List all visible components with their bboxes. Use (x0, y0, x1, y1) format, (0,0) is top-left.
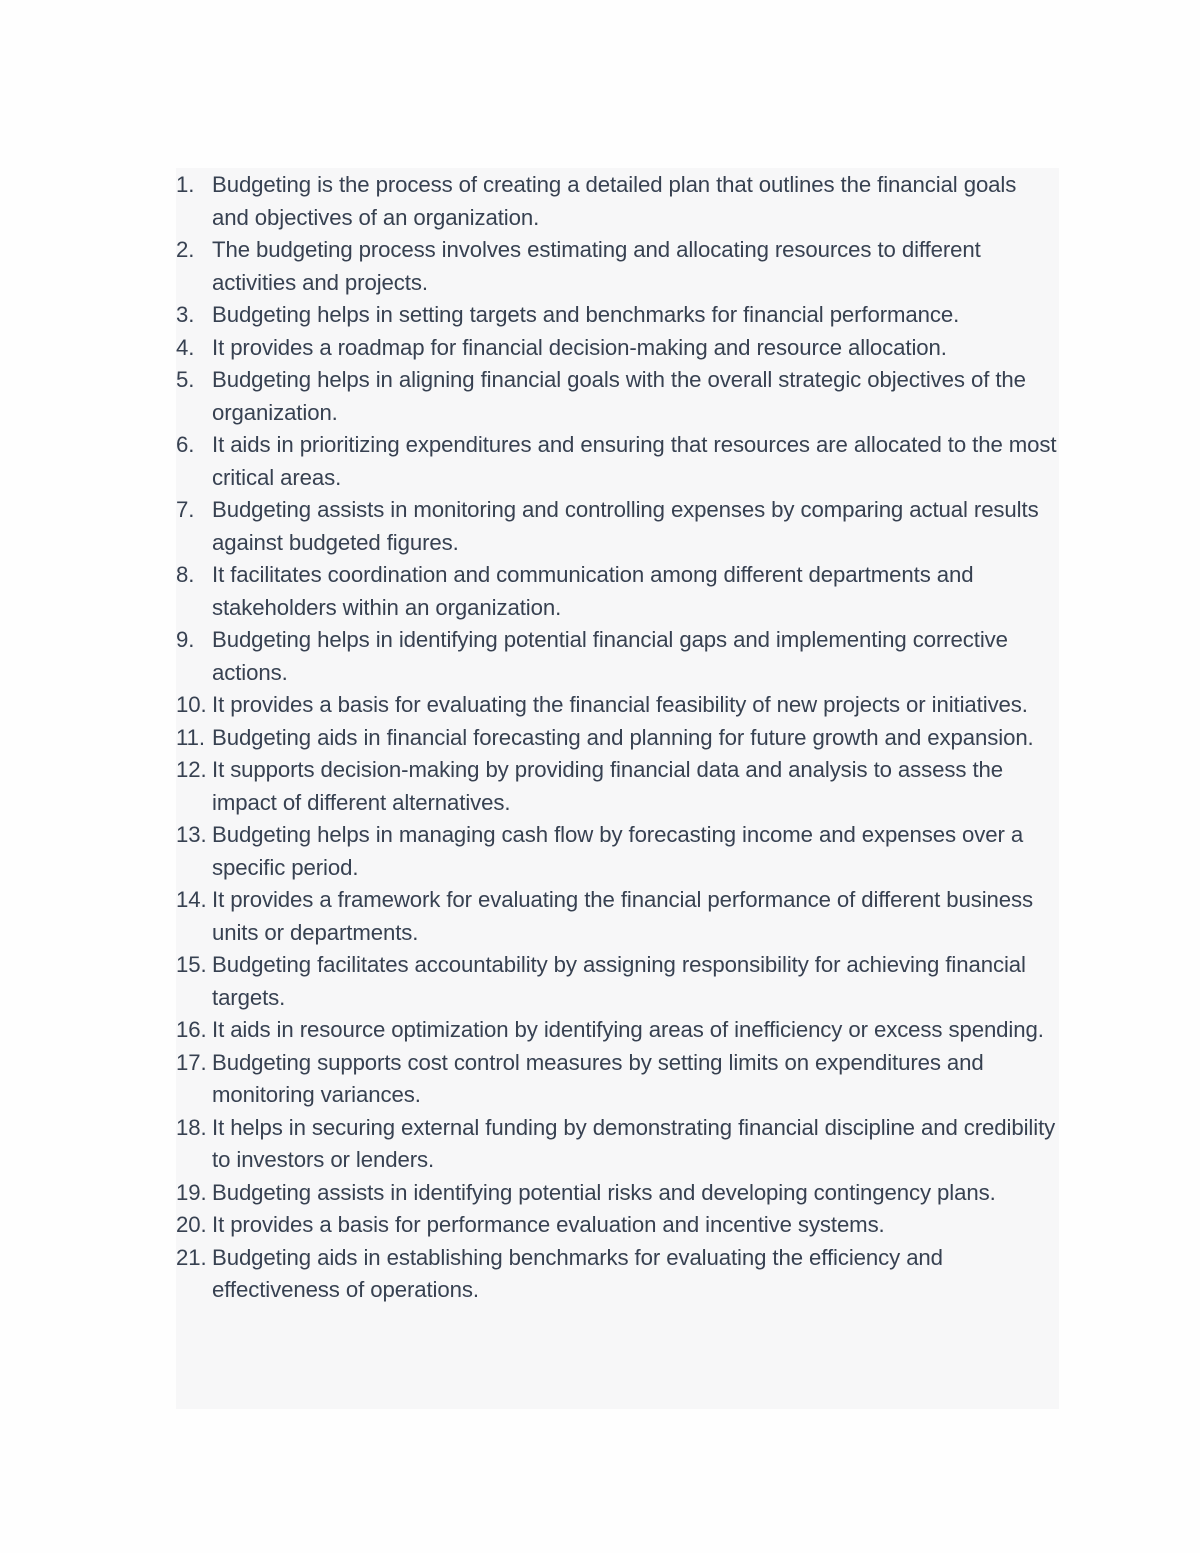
list-item (176, 624, 1059, 689)
list-item (176, 1177, 1059, 1210)
list-item (176, 1047, 1059, 1112)
list-item-text: It provides a basis for performance evaluation and incentive systems. (212, 1212, 885, 1237)
list-item (176, 754, 1059, 819)
list-item-text: The budgeting process involves estimating and allocating resources to different activities and projects. (212, 237, 981, 295)
list-item-text: Budgeting helps in aligning financial goals with the overall strategic objectives of the organization. (212, 367, 1026, 425)
list-item-number: 13. (176, 822, 207, 847)
list-item-number: 11. (176, 724, 205, 750)
budgeting-points-list (176, 169, 1059, 1307)
list-item-number: 12. (176, 757, 207, 782)
list-item-number: 4. (176, 334, 195, 360)
list-item-text: Budgeting assists in identifying potential risks and developing contingency plans. (212, 1179, 996, 1205)
list-item-text: Budgeting is the process of creating a detailed plan that outlines the financial goals and objectives of an organization. (212, 172, 1017, 230)
list-item-text: Budgeting helps in managing cash flow by forecasting income and expenses over a specific period. (212, 822, 1024, 880)
list-item-number: 2. (176, 237, 195, 262)
list-item-number: 7. (176, 497, 195, 522)
list-item-text: It provides a basis for evaluating the financial feasibility of new projects or initiatives. (212, 692, 1028, 717)
list-item-number: 10. (176, 692, 207, 717)
list-item-text: It aids in prioritizing expenditures and ensuring that resources are allocated to the most critical areas. (212, 432, 1057, 490)
list-item-text: It aids in resource optimization by identifying areas of inefficiency or excess spending. (212, 1017, 1044, 1042)
list-item (176, 722, 1059, 755)
list-item-text: Budgeting aids in financial forecasting and planning for future growth and expansion. (212, 724, 1034, 750)
list-item-number: 21. (176, 1244, 207, 1270)
list-item-number: 6. (176, 432, 195, 457)
list-item (176, 332, 1059, 365)
list-item-text: It helps in securing external funding by demonstrating financial discipline and credibility to investors or lenders. (212, 1114, 1056, 1172)
list-item-number: 18. (176, 1114, 207, 1140)
list-item-text: Budgeting facilitates accountability by assigning responsibility for achieving financial targets. (212, 952, 1026, 1010)
list-item (176, 559, 1059, 624)
list-item-number: 8. (176, 562, 195, 587)
list-item (176, 1242, 1059, 1307)
list-item-text: Budgeting aids in establishing benchmarks for evaluating the efficiency and effectiveness of operations. (212, 1244, 943, 1302)
list-item-text: Budgeting supports cost control measures by setting limits on expenditures and monitoring variances. (212, 1049, 984, 1107)
list-item-text: It provides a framework for evaluating the financial performance of different business units or departments. (212, 887, 1033, 945)
list-item-number: 16. (176, 1017, 207, 1042)
list-item-text: It facilitates coordination and communication among different departments and stakeholders within an organization. (212, 562, 974, 620)
numbered-list-block (176, 168, 1059, 1409)
list-item-text: Budgeting helps in setting targets and benchmarks for financial performance. (212, 302, 960, 327)
list-item (176, 169, 1059, 234)
list-item (176, 689, 1059, 722)
list-item (176, 819, 1059, 884)
list-item (176, 1014, 1059, 1047)
list-item-text: Budgeting assists in monitoring and controlling expenses by comparing actual results against budgeted figures. (212, 497, 1039, 555)
list-item-number: 15. (176, 952, 207, 977)
list-item-number: 9. (176, 627, 195, 652)
list-item-number: 20. (176, 1212, 207, 1237)
list-item-text: It supports decision-making by providing financial data and analysis to assess the impact of different alternatives. (212, 757, 1003, 815)
list-item-number: 3. (176, 302, 195, 327)
list-item-text: Budgeting helps in identifying potential financial gaps and implementing corrective actions. (212, 627, 1008, 685)
list-item (176, 1209, 1059, 1242)
list-item (176, 429, 1059, 494)
list-item (176, 1112, 1059, 1177)
list-item-number: 1. (176, 172, 195, 197)
list-item (176, 494, 1059, 559)
list-item-number: 17. (176, 1049, 207, 1075)
list-item-number: 5. (176, 367, 195, 392)
list-item (176, 949, 1059, 1014)
list-item (176, 234, 1059, 299)
list-item-number: 14. (176, 887, 207, 912)
list-item (176, 364, 1059, 429)
list-item-text: It provides a roadmap for financial decision-making and resource allocation. (212, 334, 947, 360)
list-item-number: 19. (176, 1179, 207, 1205)
list-item (176, 299, 1059, 332)
list-item (176, 884, 1059, 949)
